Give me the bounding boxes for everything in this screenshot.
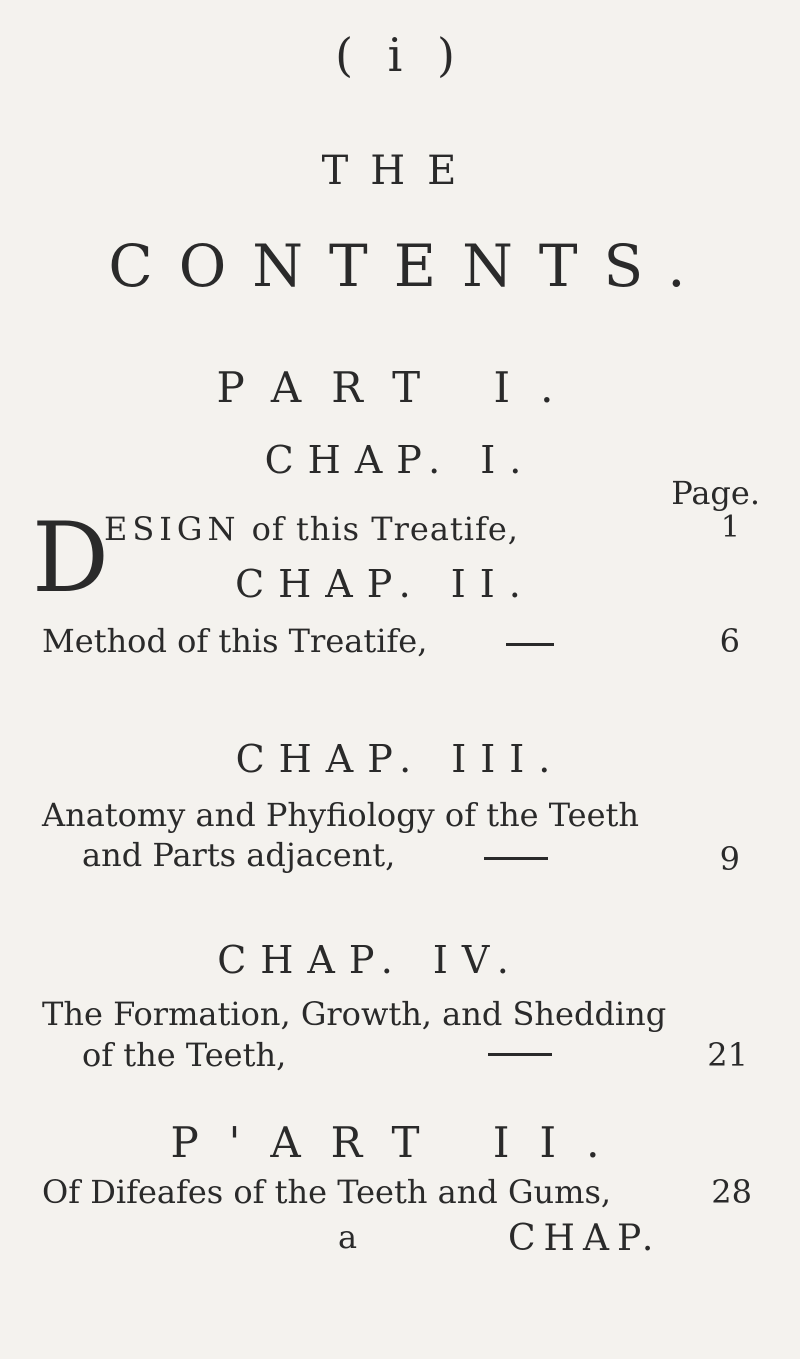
chapter-two-title: Method of this Treatife,	[42, 622, 428, 660]
heading-contents: CONTENTS.	[108, 232, 712, 300]
chapter-three-title-line1: Anatomy and Phyfiology of the Teeth	[42, 796, 639, 834]
drop-cap-letter: D	[32, 502, 109, 614]
leader-dash	[488, 1053, 552, 1056]
catchword: CHAP.	[508, 1218, 662, 1259]
chapter-two-page-number: 6	[719, 622, 740, 660]
page-folio: ( i )	[335, 28, 465, 82]
chapter-two-heading: CHAP. II.	[235, 562, 535, 606]
chapter-three-page-number: 9	[719, 840, 740, 878]
part-two-page-number: 28	[711, 1173, 752, 1211]
heading-the: THE	[321, 148, 479, 194]
part-two-title: Of Difeafes of the Teeth and Gums,	[42, 1173, 612, 1211]
chapter-one-title-rest: of this Treatife,	[240, 510, 519, 548]
chapter-four-title-line1: The Formation, Growth, and Shedding	[42, 995, 667, 1033]
leader-dash	[506, 643, 554, 646]
chapter-one-page-number: 1	[720, 510, 740, 545]
leader-dash	[484, 857, 548, 860]
chapter-four-heading: CHAP. IV.	[217, 938, 523, 982]
page-column-label: Page.	[671, 474, 760, 512]
chapter-three-heading: CHAP. III.	[235, 737, 565, 781]
chapter-four-title-line2: of the Teeth,	[82, 1036, 287, 1074]
chapter-three-title-line2: and Parts adjacent,	[82, 836, 396, 874]
chapter-one-title-caps: ESIGN	[104, 510, 241, 548]
signature-mark: a	[338, 1218, 358, 1256]
part-one-heading: PART I.	[216, 363, 584, 412]
chapter-four-page-number: 21	[707, 1036, 748, 1074]
chapter-one-title	[104, 510, 519, 548]
chapter-one-heading: CHAP. I.	[264, 438, 536, 482]
part-two-heading: P'ART II.	[170, 1118, 630, 1167]
